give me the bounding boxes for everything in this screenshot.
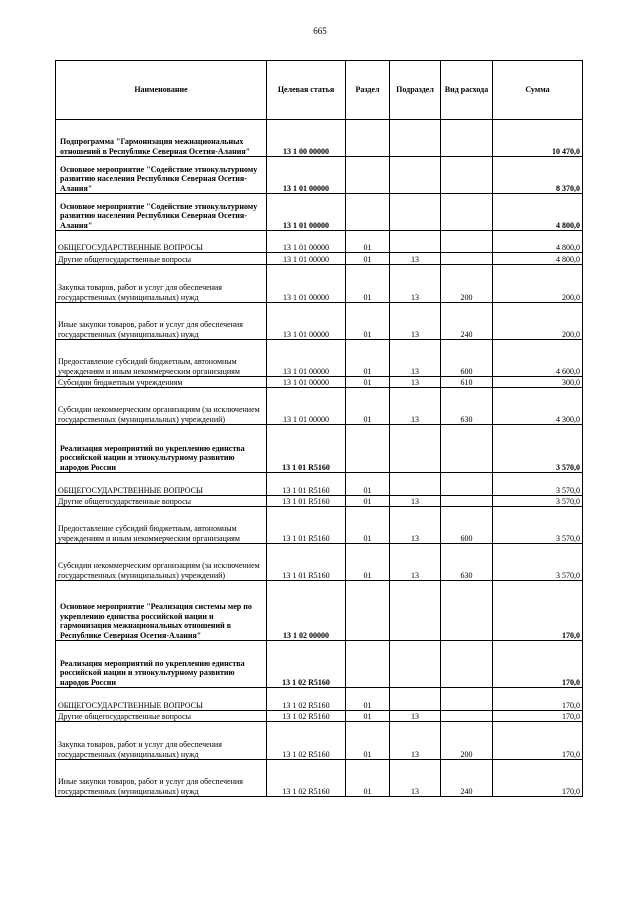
row-target-article: 13 1 01 R5160 — [267, 507, 346, 544]
row-name: ОБЩЕГОСУДАРСТВЕННЫЕ ВОПРОСЫ — [56, 688, 267, 711]
row-expense-type: 200 — [441, 722, 493, 760]
row-name: ОБЩЕГОСУДАРСТВЕННЫЕ ВОПРОСЫ — [56, 473, 267, 496]
row-target-article: 13 1 01 00000 — [267, 388, 346, 425]
row-section — [346, 194, 390, 231]
row-name: Закупка товаров, работ и услуг для обеспечения государственных (муниципальных) нужд — [56, 265, 267, 303]
row-target-article: 13 1 01 00000 — [267, 303, 346, 340]
header-target-article: Целевая статья — [267, 61, 346, 120]
row-target-article: 13 1 02 R5160 — [267, 641, 346, 688]
row-target-article: 13 1 01 00000 — [267, 231, 346, 253]
row-section — [346, 641, 390, 688]
row-target-article: 13 1 02 00000 — [267, 581, 346, 641]
table-row — [56, 688, 583, 711]
row-target-article: 13 1 02 R5160 — [267, 688, 346, 711]
row-amount: 3 570,0 — [493, 496, 583, 507]
row-expense-type — [441, 157, 493, 194]
table-row — [56, 303, 583, 340]
table-row — [56, 641, 583, 688]
row-subsection — [390, 120, 441, 157]
row-amount: 3 570,0 — [493, 544, 583, 581]
row-subsection: 13 — [390, 265, 441, 303]
row-section — [346, 581, 390, 641]
row-target-article: 13 1 00 00000 — [267, 120, 346, 157]
table-row — [56, 722, 583, 760]
row-subsection — [390, 688, 441, 711]
row-amount: 170,0 — [493, 641, 583, 688]
row-name: Другие общегосударственные вопросы — [56, 496, 267, 507]
row-expense-type: 200 — [441, 265, 493, 303]
row-name: Реализация мероприятий по укреплению единства российской нации и этнокультурному развитию народов России — [56, 641, 267, 688]
row-target-article: 13 1 01 00000 — [267, 340, 346, 377]
row-name: Основное мероприятие "Содействие этнокультурному развитию населения Республики Северная Осетия-Алания" — [56, 157, 267, 194]
row-target-article: 13 1 01 00000 — [267, 157, 346, 194]
row-section: 01 — [346, 377, 390, 388]
row-section — [346, 425, 390, 473]
header-subsection: Подраздел — [390, 61, 441, 120]
row-amount: 4 600,0 — [493, 340, 583, 377]
row-section: 01 — [346, 711, 390, 722]
row-expense-type — [441, 496, 493, 507]
row-section: 01 — [346, 265, 390, 303]
row-amount: 200,0 — [493, 265, 583, 303]
row-subsection — [390, 231, 441, 253]
row-subsection: 13 — [390, 388, 441, 425]
row-target-article: 13 1 01 00000 — [267, 377, 346, 388]
table-row — [56, 388, 583, 425]
row-section: 01 — [346, 507, 390, 544]
table-row — [56, 544, 583, 581]
budget-table — [55, 60, 583, 797]
row-target-article: 13 1 02 R5160 — [267, 722, 346, 760]
row-expense-type — [441, 688, 493, 711]
row-expense-type — [441, 194, 493, 231]
row-target-article: 13 1 01 R5160 — [267, 425, 346, 473]
row-name: Подпрограмма "Гармонизация межнациональных отношений в Республике Северная Осетия-Алания" — [56, 120, 267, 157]
row-expense-type: 240 — [441, 760, 493, 797]
row-section: 01 — [346, 688, 390, 711]
row-amount: 200,0 — [493, 303, 583, 340]
table-row — [56, 253, 583, 265]
row-amount: 300,0 — [493, 377, 583, 388]
row-name: Другие общегосударственные вопросы — [56, 711, 267, 722]
row-expense-type: 630 — [441, 388, 493, 425]
row-subsection — [390, 473, 441, 496]
row-section — [346, 120, 390, 157]
row-name: Основное мероприятие "Реализация системы мер по укреплению единства российской нации и гармонизация межнациональных отношений в Республике Северная Осетия-Алания" — [56, 581, 267, 641]
table-row — [56, 507, 583, 544]
row-subsection — [390, 581, 441, 641]
table-row — [56, 473, 583, 496]
row-name: ОБЩЕГОСУДАРСТВЕННЫЕ ВОПРОСЫ — [56, 231, 267, 253]
row-section: 01 — [346, 388, 390, 425]
row-target-article: 13 1 01 R5160 — [267, 496, 346, 507]
row-section: 01 — [346, 722, 390, 760]
table-body — [56, 120, 583, 797]
header-name: Наименование — [56, 61, 267, 120]
row-name: Субсидии некоммерческим организациям (за исключением государственных (муниципальных) учреждений) — [56, 544, 267, 581]
row-amount: 3 570,0 — [493, 507, 583, 544]
header-amount: Сумма — [493, 61, 583, 120]
row-expense-type: 610 — [441, 377, 493, 388]
row-target-article: 13 1 01 R5160 — [267, 544, 346, 581]
row-name: Предоставление субсидий бюджетным, автономным учреждениям и иным некоммерческим организациям — [56, 340, 267, 377]
table-row — [56, 231, 583, 253]
row-subsection: 13 — [390, 760, 441, 797]
table-row — [56, 581, 583, 641]
row-name: Субсидии некоммерческим организациям (за исключением государственных (муниципальных) учреждений) — [56, 388, 267, 425]
row-subsection — [390, 157, 441, 194]
table-row — [56, 157, 583, 194]
row-subsection: 13 — [390, 377, 441, 388]
header-expense-type: Вид расхода — [441, 61, 493, 120]
table-row — [56, 711, 583, 722]
row-subsection: 13 — [390, 496, 441, 507]
row-section: 01 — [346, 496, 390, 507]
table-row — [56, 265, 583, 303]
row-target-article: 13 1 01 00000 — [267, 265, 346, 303]
row-amount: 4 800,0 — [493, 194, 583, 231]
row-subsection — [390, 641, 441, 688]
row-section: 01 — [346, 303, 390, 340]
row-amount: 170,0 — [493, 722, 583, 760]
row-expense-type: 240 — [441, 303, 493, 340]
row-subsection: 13 — [390, 303, 441, 340]
row-expense-type: 600 — [441, 340, 493, 377]
row-amount: 8 370,0 — [493, 157, 583, 194]
row-expense-type — [441, 231, 493, 253]
page-number: 665 — [313, 26, 327, 36]
table-row — [56, 760, 583, 797]
table-row — [56, 120, 583, 157]
row-section: 01 — [346, 760, 390, 797]
row-expense-type — [441, 425, 493, 473]
row-expense-type: 600 — [441, 507, 493, 544]
row-name: Предоставление субсидий бюджетным, автономным учреждениям и иным некоммерческим организациям — [56, 507, 267, 544]
row-amount: 170,0 — [493, 688, 583, 711]
header-section: Раздел — [346, 61, 390, 120]
row-target-article: 13 1 02 R5160 — [267, 760, 346, 797]
row-expense-type — [441, 473, 493, 496]
row-name: Субсидии бюджетным учреждениям — [56, 377, 267, 388]
row-target-article: 13 1 01 R5160 — [267, 473, 346, 496]
row-section: 01 — [346, 253, 390, 265]
row-subsection: 13 — [390, 340, 441, 377]
row-subsection: 13 — [390, 722, 441, 760]
row-amount: 4 800,0 — [493, 253, 583, 265]
row-target-article: 13 1 01 00000 — [267, 194, 346, 231]
row-amount: 170,0 — [493, 581, 583, 641]
row-target-article: 13 1 02 R5160 — [267, 711, 346, 722]
row-subsection — [390, 194, 441, 231]
row-expense-type: 630 — [441, 544, 493, 581]
row-target-article: 13 1 01 00000 — [267, 253, 346, 265]
row-name: Основное мероприятие "Содействие этнокультурному развитию населения Республики Северная Осетия-Алания" — [56, 194, 267, 231]
table-header-row — [56, 61, 583, 120]
table-row — [56, 377, 583, 388]
row-subsection: 13 — [390, 711, 441, 722]
row-name: Иные закупки товаров, работ и услуг для обеспечения государственных (муниципальных) нужд — [56, 760, 267, 797]
row-subsection: 13 — [390, 507, 441, 544]
row-amount: 170,0 — [493, 711, 583, 722]
row-name: Другие общегосударственные вопросы — [56, 253, 267, 265]
row-expense-type — [441, 641, 493, 688]
row-subsection: 13 — [390, 253, 441, 265]
row-amount: 3 570,0 — [493, 425, 583, 473]
row-amount: 4 800,0 — [493, 231, 583, 253]
row-section: 01 — [346, 340, 390, 377]
row-name: Закупка товаров, работ и услуг для обеспечения государственных (муниципальных) нужд — [56, 722, 267, 760]
row-amount: 10 470,0 — [493, 120, 583, 157]
row-section: 01 — [346, 544, 390, 581]
row-section — [346, 157, 390, 194]
table-row — [56, 496, 583, 507]
row-section: 01 — [346, 473, 390, 496]
row-name: Реализация мероприятий по укреплению единства российской нации и этнокультурному развитию народов России — [56, 425, 267, 473]
row-subsection — [390, 425, 441, 473]
row-section: 01 — [346, 231, 390, 253]
row-subsection: 13 — [390, 544, 441, 581]
table-row — [56, 425, 583, 473]
table-row — [56, 340, 583, 377]
row-name: Иные закупки товаров, работ и услуг для обеспечения государственных (муниципальных) нужд — [56, 303, 267, 340]
table-row — [56, 194, 583, 231]
row-expense-type — [441, 581, 493, 641]
row-expense-type — [441, 711, 493, 722]
row-amount: 4 300,0 — [493, 388, 583, 425]
row-amount: 170,0 — [493, 760, 583, 797]
row-expense-type — [441, 120, 493, 157]
row-expense-type — [441, 253, 493, 265]
row-amount: 3 570,0 — [493, 473, 583, 496]
